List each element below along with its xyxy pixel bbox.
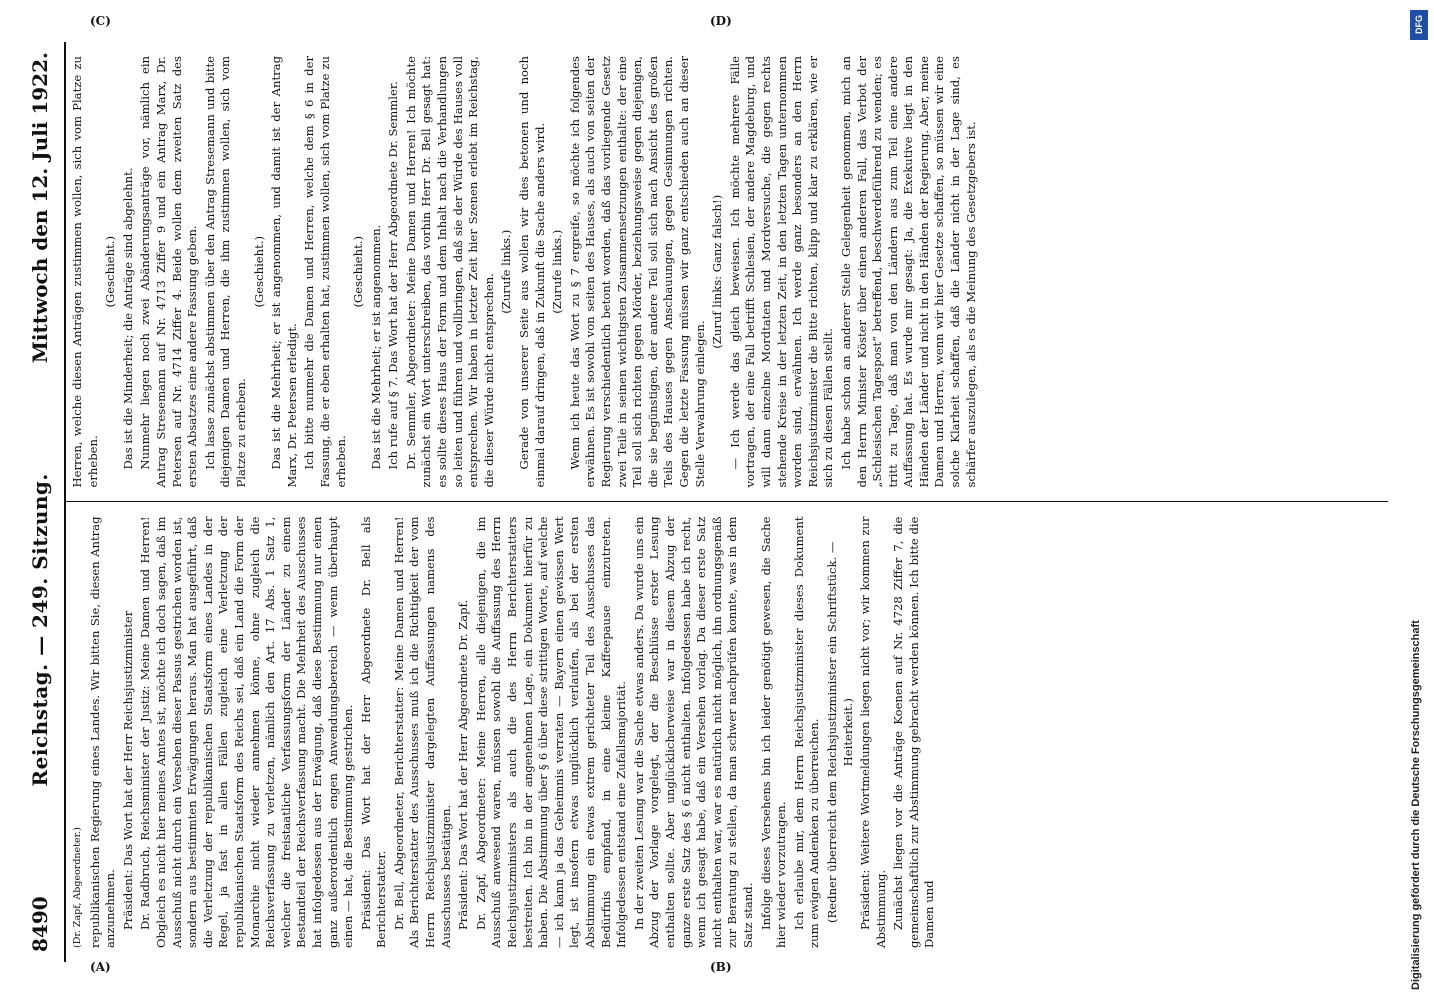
funding-notice: Digitalisierung gefördert durch die Deutsche Forschungsgemeinschaft xyxy=(1410,620,1422,990)
stage-direction: (Zurufe links.) xyxy=(550,229,565,314)
margin-marker-c: (C) xyxy=(90,14,111,28)
stage-direction: (Geschieht.) xyxy=(103,236,118,308)
paragraph: Zunächst liegen vor die Anträge Koenen auf Nr. 4728 Ziffer 7, die gemeinschaftlich zur Abstimmung gebracht werden können. Ich bitte die Damen und xyxy=(891,516,937,948)
paragraph: Herren, welche diesen Anträgen zustimmen wollen, sich vom Platze zu erheben. xyxy=(70,56,100,488)
paragraph: Infolge dieses Versehens bin ich leider genötigt gewesen, die Sache hier wieder vorzutragen. xyxy=(758,516,789,948)
paragraph: Wenn ich heute das Wort zu § 7 ergreife, so möchte ich folgendes erwähnen. Es ist sowohl von seiten des Hauses, als auch von seiten der Regierung verschiedentlich betont worden, daß das vorliegende Gesetz zwei Teile in seinen wichtigsten Zusammensetzungen enthalte: der eine Teil soll sich richten gegen Mörder, beziehungsweise gegen diejenigen, die sie begünstigen, der andere Teil soll sich nach Ansicht des großen Teils des Hauses gegen Anschauungen, gegen Gesinnungen richten. Gegen die letzte Fassung müssen wir ganz entschieden auch an dieser Stelle Verwahrung einlegen. xyxy=(567,56,707,488)
paragraph: Ich erlaube mir, dem Herrn Reichsjustizminister dieses Dokument zum ewigen Andenken zu überreichen. xyxy=(791,516,822,948)
paragraph: Ich rufe auf § 7. Das Wort hat der Herr Abgeordnete Dr. Semmler. xyxy=(386,81,401,470)
stage-direction: (Redner überreicht dem Reichsjustizminister ein Schriftstück. — Heiterkeit.) xyxy=(824,541,855,923)
running-title: Reichstag. — 249. Sitzung. xyxy=(28,473,52,787)
session-date: Mittwoch den 12. Juli 1922. xyxy=(28,52,52,364)
paragraph: Ich habe schon an anderer Stelle Gelegenheit genommen, mich an den Herrn Minister Köster über einen anderen Fall, das Verbot der „Schlesischen Tagespost“ betreffend, beschwerdeführend zu wenden; es tritt zu Tage, daß man von den Ländern aus zum Teil eine andere Auffassung hat. Es wurde mir gesagt: Ja, die Exekutive liegt in den Händen der Länder und nicht in den Händen der Regierung. Aber, meine Damen und Herren, wenn wir hier Gesetze schaffen, so müssen wir eine solche Klarheit schaffen, daß die Länder nicht in der Lage sind, es schärfer auszulegen, als es die Meinung des Gesetzgebers ist. xyxy=(838,56,978,488)
document-page xyxy=(22,12,1390,992)
paragraph: Präsident: Weitere Wortmeldungen liegen nicht vor; wir kommen zur Abstimmung. xyxy=(858,516,888,948)
stage-direction: (Zuruf links: Ganz falsch!) xyxy=(710,194,725,349)
paragraph: Ich lasse zunächst abstimmen über den Antrag Stresemann und bitte diejenigen Damen und Herren, die ihm zustimmen wollen, sich vom Platze zu erheben. xyxy=(202,56,248,488)
paragraph: Dr. Bell, Abgeordneter, Berichterstatter: Meine Damen und Herren! Als Berichterstatter des Ausschusses muß ich die Richtigkeit der vom Herrn Reichsjustizminister dargelegten Auffassungen namens des Ausschusses bestätigen. xyxy=(391,516,453,948)
stage-direction: (Zurufe links.) xyxy=(499,229,514,314)
margin-marker-d: (D) xyxy=(710,14,732,28)
page-header xyxy=(28,42,66,962)
paragraph: Präsident: Das Wort hat der Herr Abgeordnete Dr. Bell als Berichterstatter. xyxy=(358,516,389,948)
paragraph: Das ist die Mehrheit; er ist angenommen, und damit ist der Antrag Marx, Dr. Petersen erledigt. xyxy=(269,56,299,488)
dfg-logo: DFG xyxy=(1410,10,1428,40)
stage-direction: (Geschieht.) xyxy=(251,236,266,308)
paragraph: Präsident: Das Wort hat der Herr Abgeordnete Dr. Zapf. xyxy=(456,599,471,930)
paragraph: Das ist die Mehrheit; er ist angenommen. xyxy=(368,224,383,470)
paragraph: Dr. Zapf, Abgeordneter: Meine Herren, alle diejenigen, die im Ausschuß anwesend waren, müssen sowohl die Auffassung des Herrn Reichsjustizministers als auch die des Herrn Berichterstatters bestreiten. Ich bin in der angenehmen Lage, ein Dokument hierfür zu haben. Die Abstimmung über § 6 über diese strittigen Worte, auf welche — ich kann ja das Geheimnis verraten — Bayern einen gewissen Wert legt, ist insofern etwas unglücklich verlaufen, als bei der ersten Abstimmung ein etwas extrem gerichteter Teil des Ausschusses das Bedürfnis empfand, in eine kleine Kaffeepause einzutreten. Infolgedessen entstand eine Zufallsmajorität. xyxy=(473,516,629,948)
paragraph: Nunmehr liegen noch zwei Abänderungsanträge vor, nämlich ein Antrag Stresemann auf Nr. 4713 Ziffer 9 und ein Antrag Marx, Dr. Petersen auf Nr. 4714 Ziffer 4. Beide wollen dem zweiten Satz des ersten Absatzes eine andere Fassung geben. xyxy=(138,56,200,488)
speaker-note: (Dr. Zapf, Abgeordneter.) xyxy=(72,827,83,948)
paragraph: Ich bitte nunmehr die Damen und Herren, welche dem § 6 in der Fassung, die er eben erhalten hat, zustimmen wollen, sich vom Platze zu erheben. xyxy=(302,56,348,488)
stage-direction: (Geschieht.) xyxy=(351,236,366,308)
paragraph: Gerade von unserer Seite aus wollen wir dies betonen und noch einmal darauf dringen, daß in Zukunft die Sache anders wird. xyxy=(517,56,547,488)
margin-marker-a: (A) xyxy=(90,960,111,974)
right-column xyxy=(66,42,1388,502)
paragraph: — Ich werde das gleich beweisen. Ich möchte mehrere Fälle vortragen, der eine Fall betrifft Schlesien, der andere Magdeburg, und will dann einzelne Mordtaten und Mordversuche, die gegen rechts stehende Kreise in der letzten Zeit, in den letzten Tagen unternommen worden sind, erwähnen. Ich werde ganz besonders an den Herrn Reichsjustizminister die Bitte richten, klipp und klar zu erklären, wie er sich zu diesen Fällen stellt. xyxy=(727,56,836,488)
digitization-sidebar xyxy=(1404,0,1434,1000)
page-number: 8490 xyxy=(28,896,52,952)
paragraph: Dr. Radbruch, Reichsminister der Justiz: Meine Damen und Herren! Obgleich es nicht hier meines Amtes ist, möchte ich doch sagen, daß im Ausschuß nicht durch ein Versehen dieser Passus gestrichen worden ist, sondern aus bestimmten Erwägungen heraus. Man hat ausgeführt, daß die Verletzung der republikanischen Staatsform eines Landes in der Regel, ja fast in allen Fällen zugleich eine Verletzung der republikanischen Staatsform des Reichs sei, daß ein Land die Form der Monarchie nicht wieder annehmen könne, ohne zugleich die Reichsverfassung zu verletzen, nämlich den Art. 17 Abs. 1 Satz 1, welcher die freistaatliche Verfassungsform der Länder zu einem Bestandteil der Reichsverfassung macht. Die Mehrheit des Ausschusses hat infolgedessen aus der Erwägung, daß diese Bestimmung nur einen ganz außerordentlich engen Anwendungsbereich — wenn überhaupt einen — hat, die Bestimmung gestrichen. xyxy=(138,516,356,948)
paragraph: Dr. Semmler, Abgeordneter: Meine Damen und Herren! Ich möchte zunächst ein Wort unterschreiben, das vorhin Herr Dr. Bell gesagt hat: es sollte dieses Haus der Form und dem Inhalt nach die Verhandlungen so leiten und führen und vollbringen, daß sie der Würde des Hauses voll entsprechen. Wir haben in letzter Zeit hier Szenen erlebt im Reichstag, die dieser Würde nicht entsprechen. xyxy=(403,56,496,488)
paragraph: republikanischen Regierung eines Landes. Wir bitten Sie, diesen Antrag anzunehmen. xyxy=(87,516,118,948)
paragraph: Das ist die Minderheit; die Anträge sind abgelehnt. xyxy=(120,167,135,470)
margin-marker-b: (B) xyxy=(710,960,732,974)
paragraph: Präsident: Das Wort hat der Herr Reichsjustizminister xyxy=(120,610,135,930)
left-column xyxy=(66,502,1388,963)
text-columns xyxy=(66,42,1388,962)
paragraph: In der zweiten Lesung war die Sache etwas anders. Da wurde uns ein Abzug der Vorlage vorgelegt, der die Beschlüsse erster Lesung enthalten sollte. Aber unglücklicherweise war in diesem Abzug der ganze erste Satz des § 6 nicht enthalten. Infolgedessen habe ich recht, wenn ich gesagt habe, daß ein Versehen vorlag. Da dieser erste Satz nicht enthalten war, war es natürlich nicht möglich, ihn ordnungsgemäß zur Beratung zu stellen, da man schwer nachprüfen konnte, was in dem Satz stand. xyxy=(631,516,755,948)
